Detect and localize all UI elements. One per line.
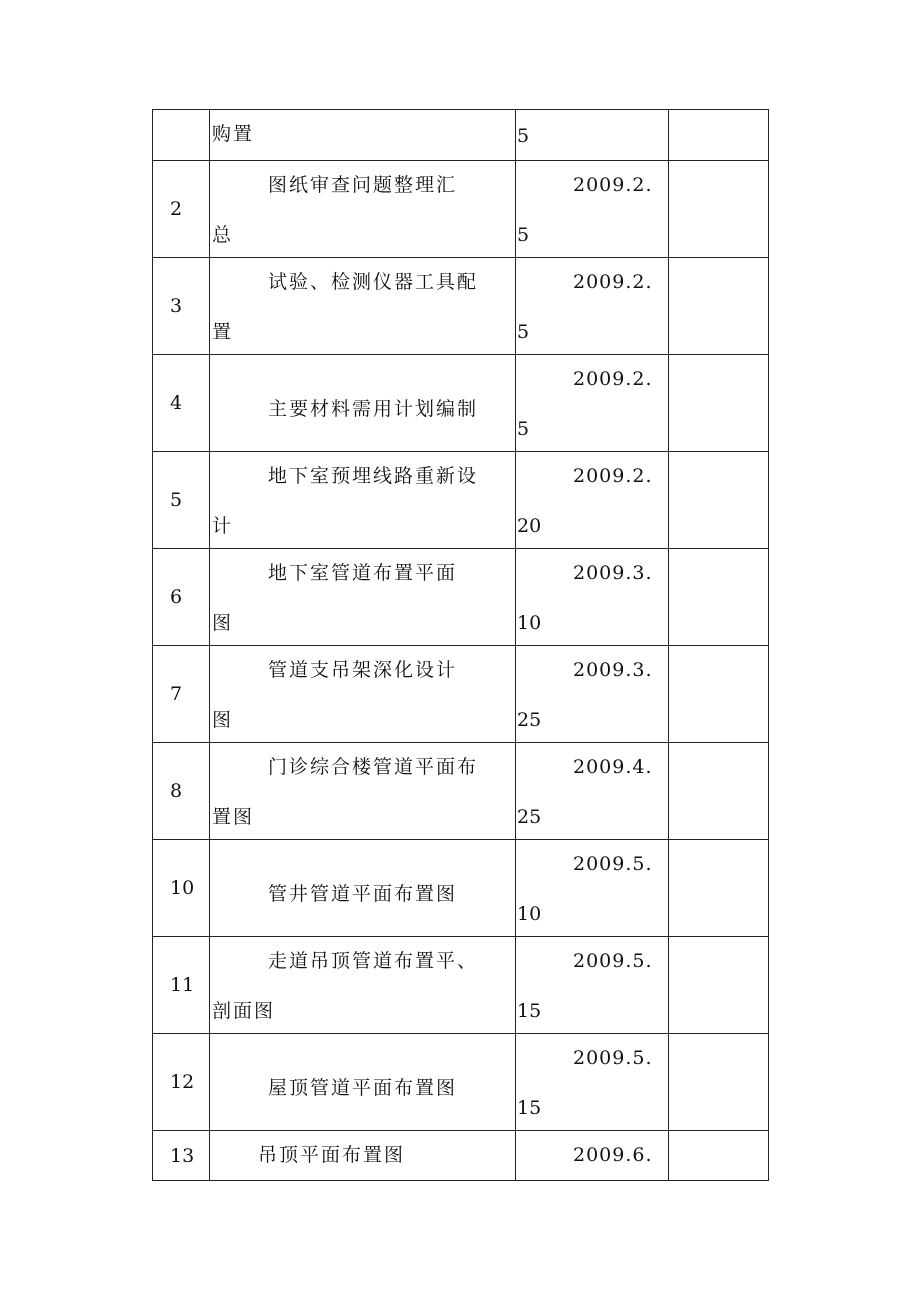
- date-main-text: 2009.5.: [573, 1047, 653, 1069]
- date-cell: [516, 452, 669, 549]
- schedule-table-body: [153, 110, 769, 1181]
- date-cell: [516, 258, 669, 355]
- date-main-text: 2009.3.: [573, 659, 653, 681]
- task-cell: [210, 1131, 516, 1181]
- date-main-text: 2009.2.: [573, 465, 653, 487]
- row-number-cell: [153, 258, 210, 355]
- table-row: [153, 161, 769, 258]
- task-cell: [210, 355, 516, 452]
- row-number: 6: [170, 586, 183, 608]
- table-row: [153, 1034, 769, 1131]
- table-row: [153, 452, 769, 549]
- row-number: 2: [170, 198, 183, 220]
- row-number: 8: [170, 780, 183, 802]
- row-number: 3: [170, 295, 183, 317]
- row-number: 13: [170, 1144, 195, 1167]
- task-text-line2: 置: [212, 321, 234, 343]
- task-cell: [210, 549, 516, 646]
- remark-cell: [669, 452, 769, 549]
- date-main-text: 2009.2.: [573, 368, 653, 390]
- remark-cell: [669, 355, 769, 452]
- remark-cell: [669, 161, 769, 258]
- task-text-line1: 走道吊顶管道布置平、: [268, 950, 479, 972]
- date-main-text: 2009.3.: [573, 562, 653, 584]
- row-number-cell: [153, 161, 210, 258]
- table-row: [153, 646, 769, 743]
- row-number: 11: [170, 974, 195, 996]
- date-cell: [516, 743, 669, 840]
- row-number: 4: [170, 392, 183, 414]
- row-number: 12: [170, 1071, 195, 1093]
- remark-cell: [669, 840, 769, 937]
- row-number-cell: [153, 937, 210, 1034]
- row-number-cell: [153, 549, 210, 646]
- date-main-text: 2009.2.: [573, 174, 653, 196]
- date-day-text: 15: [517, 1097, 542, 1119]
- row-number-cell: [153, 1034, 210, 1131]
- date-day-text: 15: [517, 1000, 542, 1022]
- remark-cell: [669, 1131, 769, 1181]
- remark-cell: [669, 646, 769, 743]
- task-cell: [210, 840, 516, 937]
- date-main-text: 2009.5.: [573, 950, 653, 972]
- row-number-cell: [153, 110, 210, 161]
- task-cell: [210, 1034, 516, 1131]
- remark-cell: [669, 1034, 769, 1131]
- task-text-line1: 门诊综合楼管道平面布: [268, 756, 479, 778]
- date-day-text: 25: [517, 806, 542, 828]
- date-day-text: 10: [517, 903, 542, 925]
- row-number-cell: [153, 1131, 210, 1181]
- date-cell: [516, 355, 669, 452]
- task-cell: [210, 646, 516, 743]
- date-cell: [516, 1034, 669, 1131]
- task-cell: [210, 452, 516, 549]
- date-cell: [516, 549, 669, 646]
- task-text-line2: 图: [212, 612, 234, 634]
- task-text-line1: 地下室管道布置平面: [268, 562, 458, 584]
- row-number-cell: [153, 452, 210, 549]
- date-day-text: 5: [517, 321, 530, 343]
- task-cell: [210, 937, 516, 1034]
- task-text-line1: 管道支吊架深化设计: [268, 659, 458, 681]
- date-cell: [516, 937, 669, 1034]
- schedule-table: [152, 109, 769, 1181]
- task-cell: [210, 161, 516, 258]
- task-cell: [210, 258, 516, 355]
- task-text-line2: 置图: [212, 806, 255, 828]
- date-cell: [516, 110, 669, 161]
- task-text-line1: 地下室预埋线路重新设: [268, 465, 479, 487]
- row-number: 5: [170, 489, 183, 511]
- date-main-text: 2009.2.: [573, 271, 653, 293]
- task-text-line1: 试验、检测仪器工具配: [268, 271, 479, 293]
- table-row: [153, 110, 769, 161]
- date-day-text: 5: [517, 418, 530, 440]
- task-text-line2: 图: [212, 709, 234, 731]
- task-cell: [210, 743, 516, 840]
- remark-cell: [669, 743, 769, 840]
- task-text: 管井管道平面布置图: [268, 883, 458, 905]
- task-text: 购置: [212, 123, 255, 145]
- table-row: [153, 258, 769, 355]
- date-day-text: 20: [517, 515, 542, 537]
- row-number-cell: [153, 743, 210, 840]
- date-main-text: 2009.6.: [573, 1144, 653, 1166]
- remark-cell: [669, 549, 769, 646]
- row-number-cell: [153, 355, 210, 452]
- table-row: [153, 549, 769, 646]
- date-day-text: 10: [517, 612, 542, 634]
- row-number-cell: [153, 840, 210, 937]
- task-cell: [210, 110, 516, 161]
- task-text-line1: 图纸审查问题整理汇: [268, 174, 458, 196]
- row-number-cell: [153, 646, 210, 743]
- date-day-text: 5: [517, 224, 530, 246]
- remark-cell: [669, 258, 769, 355]
- date-cell: [516, 646, 669, 743]
- date-cell: [516, 840, 669, 937]
- row-number: 7: [170, 683, 183, 705]
- date-cell: [516, 1131, 669, 1181]
- date-main-text: 2009.5.: [573, 853, 653, 875]
- task-text-line2: 计: [212, 515, 234, 537]
- task-text-line2: 总: [212, 224, 234, 246]
- date-main-text: 2009.4.: [573, 756, 653, 778]
- remark-cell: [669, 110, 769, 161]
- date-cell: [516, 161, 669, 258]
- task-text: 主要材料需用计划编制: [268, 398, 479, 420]
- table-row: [153, 743, 769, 840]
- task-text-line2: 剖面图: [212, 1000, 276, 1022]
- table-row: [153, 1131, 769, 1181]
- date-day-text: 25: [517, 709, 542, 731]
- date-day-text: 5: [517, 125, 530, 147]
- remark-cell: [669, 937, 769, 1034]
- table-row: [153, 840, 769, 937]
- row-number: 10: [170, 877, 195, 899]
- task-text: 吊顶平面布置图: [258, 1144, 406, 1166]
- table-row: [153, 355, 769, 452]
- task-text: 屋顶管道平面布置图: [268, 1077, 458, 1099]
- table-row: [153, 937, 769, 1034]
